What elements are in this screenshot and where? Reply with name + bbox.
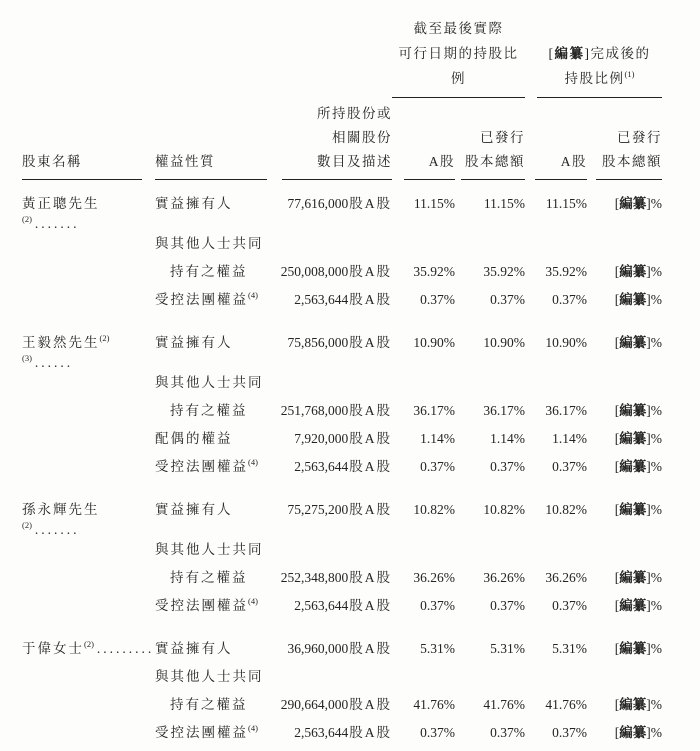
shares-held-cell xyxy=(270,457,392,485)
pct-a-post-cell: 0.37% xyxy=(552,598,587,613)
pct-a-post-cell: 0.37% xyxy=(552,725,587,740)
col-header-issued-capital-latest: 已發行 股本總額 xyxy=(455,98,525,180)
nature-of-interest-cell xyxy=(155,457,270,485)
pct-a-latest-cell xyxy=(392,540,455,568)
share-unit: 股A股 xyxy=(349,196,392,211)
nature-of-interest-cell xyxy=(155,234,270,262)
footnote-ref: (2) xyxy=(22,520,32,530)
pct-total-latest-cell: 0.37% xyxy=(490,459,525,474)
nature-of-interest: 持有之權益 xyxy=(170,697,248,712)
shareholder-name-cell xyxy=(22,429,155,457)
pct-total-post-cell: [編纂]% xyxy=(614,570,662,585)
share-count: 2,563,644 xyxy=(294,292,349,307)
shareholder-name-cell xyxy=(22,373,155,401)
nature-of-interest: 實益擁有人 xyxy=(155,502,233,517)
group2-line1: [編纂]完成後的 xyxy=(548,46,651,61)
pct-a-latest-cell: 0.37% xyxy=(420,459,455,474)
share-unit: 股A股 xyxy=(349,264,392,279)
shareholding-table xyxy=(22,0,662,751)
nature-of-interest: 受控法團權益 xyxy=(155,598,248,613)
nature-of-interest-cell xyxy=(155,429,270,457)
pct-a-latest-cell xyxy=(392,667,455,695)
nature-of-interest-cell xyxy=(155,667,270,695)
table-row xyxy=(22,596,662,624)
table-row xyxy=(22,401,662,429)
pct-total-post-cell xyxy=(587,234,662,262)
pct-a-latest-cell: 35.92% xyxy=(413,264,455,279)
table-row xyxy=(22,318,662,373)
pct-total-latest-cell xyxy=(455,234,525,262)
share-count: 77,616,000 xyxy=(287,196,349,211)
nature-of-interest-cell xyxy=(155,401,270,429)
pct-a-latest-cell: 5.31% xyxy=(420,641,455,656)
share-unit: 股A股 xyxy=(349,570,392,585)
nature-of-interest-cell xyxy=(155,290,270,318)
share-count: 252,348,800 xyxy=(280,570,349,585)
pct-a-latest-cell: 36.17% xyxy=(413,403,455,418)
table-row xyxy=(22,540,662,568)
nature-of-interest-cell xyxy=(155,180,270,234)
nature-of-interest: 持有之權益 xyxy=(170,570,248,585)
share-count: 2,563,644 xyxy=(294,725,349,740)
nature-of-interest-cell xyxy=(155,318,270,373)
pct-total-latest-cell: 10.90% xyxy=(483,335,525,350)
pct-total-post-cell: [編纂]% xyxy=(614,598,662,613)
shareholder-name-cell xyxy=(22,234,155,262)
footnote-ref: (2) xyxy=(84,639,94,649)
pct-total-latest-cell: 0.37% xyxy=(490,292,525,307)
pct-total-latest-cell: 0.37% xyxy=(490,598,525,613)
pct-a-post-cell: 5.31% xyxy=(552,641,587,656)
pct-total-post-cell: [編纂]% xyxy=(614,264,662,279)
col-header-issued-capital-post: 已發行 股本總額 xyxy=(587,98,662,180)
shares-held-cell xyxy=(270,596,392,624)
nature-of-interest: 受控法團權益 xyxy=(155,459,248,474)
shareholder-name-cell xyxy=(22,180,155,234)
group1-line1: 截至最後實際 xyxy=(413,21,504,36)
pct-total-post-cell xyxy=(587,667,662,695)
footnote-ref: (2)(3) xyxy=(22,333,110,363)
table-row xyxy=(22,485,662,540)
shareholder-name-cell xyxy=(22,540,155,568)
shareholder-name: 王毅然先生 xyxy=(22,335,100,350)
nature-of-interest-cell xyxy=(155,695,270,723)
share-count: 75,275,200 xyxy=(287,502,349,517)
shareholder-name-cell xyxy=(22,290,155,318)
col-header-shareholder-name: 股東名稱 xyxy=(22,98,155,180)
dot-leader: ....... xyxy=(34,522,80,537)
share-count: 251,768,000 xyxy=(280,403,349,418)
shareholder-name: 黃正聰先生 xyxy=(22,196,100,211)
col-header-nature-of-interest: 權益性質 xyxy=(155,98,270,180)
shares-held-cell xyxy=(270,262,392,290)
table-row xyxy=(22,429,662,457)
nature-of-interest: 與其他人士共同 xyxy=(155,375,264,390)
table-row xyxy=(22,695,662,723)
share-unit: 股A股 xyxy=(349,641,392,656)
shares-held-cell xyxy=(270,695,392,723)
group-header-post-completion xyxy=(525,0,662,98)
table-row xyxy=(22,234,662,262)
share-unit: 股A股 xyxy=(349,292,392,307)
pct-a-post-cell: 36.17% xyxy=(545,403,587,418)
table-row xyxy=(22,457,662,485)
shareholder-name-cell xyxy=(22,568,155,596)
share-unit: 股A股 xyxy=(349,502,392,517)
pct-a-latest-cell xyxy=(392,234,455,262)
nature-of-interest: 受控法團權益 xyxy=(155,725,248,740)
shareholder-name: 于偉女士 xyxy=(22,641,84,656)
group-header-latest-practicable xyxy=(392,0,525,98)
shareholder-name-cell xyxy=(22,667,155,695)
nature-of-interest: 配偶的權益 xyxy=(155,431,233,446)
share-unit: 股A股 xyxy=(349,431,392,446)
pct-total-post-cell: [編纂]% xyxy=(614,725,662,740)
share-unit: 股A股 xyxy=(349,598,392,613)
footnote-ref: (4) xyxy=(248,457,258,467)
table-row xyxy=(22,723,662,751)
shares-held-cell xyxy=(270,180,392,234)
pct-total-post-cell: [編纂]% xyxy=(614,431,662,446)
pct-a-post-cell xyxy=(525,540,587,568)
shares-held-cell xyxy=(270,624,392,667)
table-row xyxy=(22,290,662,318)
table-row xyxy=(22,624,662,667)
share-count: 2,563,644 xyxy=(294,459,349,474)
group2-line2: 持股比例$^{(1)}$ xyxy=(564,69,635,86)
pct-a-post-cell: 11.15% xyxy=(545,196,587,211)
nature-of-interest: 與其他人士共同 xyxy=(155,669,264,684)
shares-held-cell xyxy=(270,401,392,429)
pct-a-latest-cell: 11.15% xyxy=(413,196,455,211)
pct-total-latest-cell: 10.82% xyxy=(483,502,525,517)
pct-total-latest-cell xyxy=(455,373,525,401)
nature-of-interest-cell xyxy=(155,723,270,751)
share-unit: 股A股 xyxy=(349,725,392,740)
shareholder-name-cell xyxy=(22,318,155,373)
shares-held-cell xyxy=(270,485,392,540)
nature-of-interest-cell xyxy=(155,373,270,401)
footnote-ref: (2) xyxy=(22,214,32,224)
share-unit: 股A股 xyxy=(349,403,392,418)
col-header-a-shares-post: A股 xyxy=(525,98,587,180)
shares-held-cell xyxy=(270,373,392,401)
share-count: 75,856,000 xyxy=(287,335,349,350)
share-count: 7,920,000 xyxy=(294,431,349,446)
pct-total-latest-cell xyxy=(455,540,525,568)
pct-total-latest-cell: 35.92% xyxy=(483,264,525,279)
nature-of-interest-cell xyxy=(155,596,270,624)
shares-held-cell xyxy=(270,667,392,695)
group1-line2: 可行日期的持股比例 xyxy=(398,46,519,86)
pct-total-latest-cell: 5.31% xyxy=(490,641,525,656)
share-unit: 股A股 xyxy=(349,335,392,350)
pct-total-post-cell: [編纂]% xyxy=(614,697,662,712)
shareholder-name-cell xyxy=(22,723,155,751)
pct-a-post-cell: 10.82% xyxy=(545,502,587,517)
nature-of-interest: 持有之權益 xyxy=(170,264,248,279)
pct-a-latest-cell: 0.37% xyxy=(420,292,455,307)
pct-total-post-cell xyxy=(587,540,662,568)
nature-of-interest: 實益擁有人 xyxy=(155,196,233,211)
pct-a-latest-cell: 10.82% xyxy=(413,502,455,517)
shares-held-cell xyxy=(270,723,392,751)
dot-leader: ...... xyxy=(34,355,74,370)
share-unit: 股A股 xyxy=(349,697,392,712)
nature-of-interest: 實益擁有人 xyxy=(155,335,233,350)
nature-of-interest: 實益擁有人 xyxy=(155,641,233,656)
pct-total-post-cell: [編纂]% xyxy=(614,335,662,350)
share-unit: 股A股 xyxy=(349,459,392,474)
footnote-ref: (4) xyxy=(248,723,258,733)
pct-total-latest-cell: 11.15% xyxy=(483,196,525,211)
shareholder-name-cell xyxy=(22,262,155,290)
shares-held-cell xyxy=(270,429,392,457)
pct-a-latest-cell: 41.76% xyxy=(413,697,455,712)
column-header-row xyxy=(22,98,662,180)
pct-a-latest-cell: 0.37% xyxy=(420,725,455,740)
pct-a-post-cell: 10.90% xyxy=(545,335,587,350)
nature-of-interest-cell xyxy=(155,262,270,290)
footnote-ref: (4) xyxy=(248,290,258,300)
shareholder-name-cell xyxy=(22,624,155,667)
shareholder-name-cell xyxy=(22,485,155,540)
pct-total-post-cell: [編纂]% xyxy=(614,292,662,307)
col-header-a-shares-latest: A股 xyxy=(392,98,455,180)
shareholder-name-cell xyxy=(22,596,155,624)
shares-held-cell xyxy=(270,234,392,262)
dot-leader: ....... xyxy=(34,216,80,231)
shareholder-name: 孫永輝先生 xyxy=(22,502,100,517)
pct-a-post-cell: 0.37% xyxy=(552,459,587,474)
shares-held-cell xyxy=(270,540,392,568)
footnote-ref: (4) xyxy=(248,596,258,606)
pct-a-post-cell xyxy=(525,373,587,401)
nature-of-interest: 與其他人士共同 xyxy=(155,542,264,557)
pct-a-post-cell: 1.14% xyxy=(552,431,587,446)
pct-total-latest-cell: 1.14% xyxy=(490,431,525,446)
pct-a-post-cell xyxy=(525,234,587,262)
pct-total-post-cell: [編纂]% xyxy=(614,502,662,517)
table-row xyxy=(22,180,662,234)
pct-total-post-cell xyxy=(587,373,662,401)
pct-a-latest-cell: 1.14% xyxy=(420,431,455,446)
pct-a-post-cell: 41.76% xyxy=(545,697,587,712)
pct-total-latest-cell xyxy=(455,667,525,695)
col-header-shares-held: 所持股份或 相關股份 數目及描述 xyxy=(270,98,392,180)
table-row xyxy=(22,262,662,290)
share-count: 36,960,000 xyxy=(287,641,349,656)
nature-of-interest-cell xyxy=(155,624,270,667)
shares-held-cell xyxy=(270,318,392,373)
nature-of-interest-cell xyxy=(155,485,270,540)
shareholder-name-cell xyxy=(22,695,155,723)
shareholder-name-cell xyxy=(22,401,155,429)
pct-a-post-cell: 35.92% xyxy=(545,264,587,279)
table-row xyxy=(22,667,662,695)
pct-total-latest-cell: 0.37% xyxy=(490,725,525,740)
pct-a-latest-cell: 10.90% xyxy=(413,335,455,350)
pct-a-post-cell: 36.26% xyxy=(545,570,587,585)
nature-of-interest-cell xyxy=(155,568,270,596)
pct-total-latest-cell: 36.17% xyxy=(483,403,525,418)
table-row xyxy=(22,568,662,596)
share-count: 290,664,000 xyxy=(280,697,349,712)
pct-a-latest-cell: 0.37% xyxy=(420,598,455,613)
shareholder-name-cell xyxy=(22,457,155,485)
share-count: 2,563,644 xyxy=(294,598,349,613)
pct-total-latest-cell: 41.76% xyxy=(483,697,525,712)
pct-a-latest-cell: 36.26% xyxy=(413,570,455,585)
shares-held-cell xyxy=(270,290,392,318)
nature-of-interest: 受控法團權益 xyxy=(155,292,248,307)
pct-total-post-cell: [編纂]% xyxy=(614,641,662,656)
nature-of-interest: 持有之權益 xyxy=(170,403,248,418)
share-count: 250,008,000 xyxy=(280,264,349,279)
pct-total-post-cell: [編纂]% xyxy=(614,459,662,474)
pct-a-post-cell: 0.37% xyxy=(552,292,587,307)
dot-leader: ......... xyxy=(96,641,155,656)
nature-of-interest-cell xyxy=(155,540,270,568)
footnote-ref-1: (1) xyxy=(624,69,635,79)
pct-a-latest-cell xyxy=(392,373,455,401)
pct-a-post-cell xyxy=(525,667,587,695)
shares-held-cell xyxy=(270,568,392,596)
pct-total-post-cell: [編纂]% xyxy=(614,403,662,418)
pct-total-latest-cell: 36.26% xyxy=(483,570,525,585)
group-header-row xyxy=(22,0,662,98)
table-row xyxy=(22,373,662,401)
nature-of-interest: 與其他人士共同 xyxy=(155,236,264,251)
pct-total-post-cell: [編纂]% xyxy=(614,196,662,211)
